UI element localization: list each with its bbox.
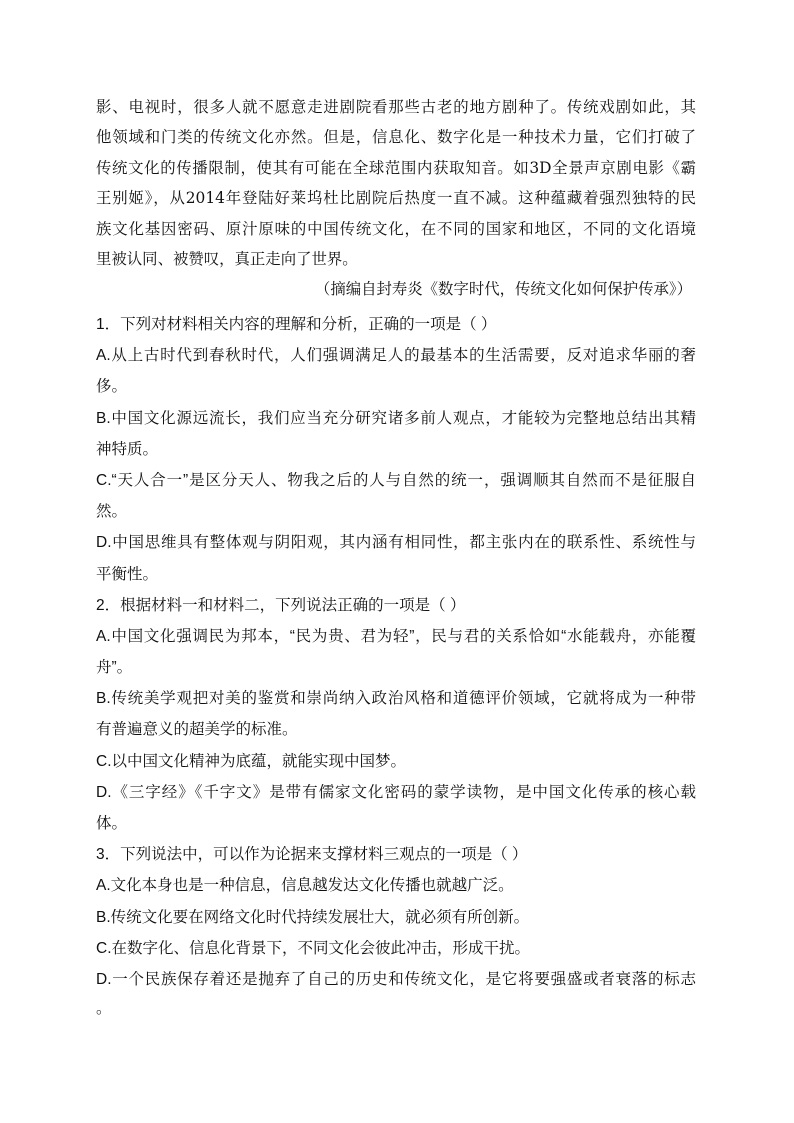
option-a: A.中国文化强调民为邦本，“民为贵、君为轻”，民与君的关系恰如“水能载舟，亦能覆	[96, 627, 696, 645]
passage-line: 影、电视时，很多人就不愿意走进剧院看那些古老的地方剧种了。传统戏剧如此，其	[96, 98, 696, 116]
option-b: B.传统文化要在网络文化时代持续发展壮大，就必须有所创新。	[96, 908, 530, 926]
passage-line: 传统文化的传播限制，使其有可能在全球范围内获取知音。如3D全景声京剧电影《霸	[96, 158, 696, 177]
option-a: A.文化本身也是一种信息，信息越发达文化传播也就越广泛。	[96, 877, 514, 895]
option-b: B.中国文化源远流长，我们应当充分研究诸多前人观点，才能较为完整地总结出其精	[96, 409, 696, 427]
option-a-cont: 舟”。	[96, 659, 133, 677]
option-b-cont: 有普遍意义的超美学的标准。	[96, 721, 298, 739]
option-d-cont: 。	[96, 1000, 112, 1018]
option-c: C.“天人合一”是区分天人、物我之后的人与自然的统一，强调顺其自然而不是征服自	[96, 471, 696, 489]
passage-line: 他领域和门类的传统文化亦然。但是，信息化、数字化是一种技术力量，它们打破了	[96, 128, 696, 147]
option-c: C.以中国文化精神为底蕴，就能实现中国梦。	[96, 752, 407, 770]
option-a-cont: 侈。	[96, 378, 128, 396]
passage-source: （摘编自封寿炎《数字时代，传统文化如何保护传承》）	[314, 280, 692, 299]
passage	[96, 92, 696, 305]
option-a: A.从上古时代到春秋时代，人们强调满足人的最基本的生活需要，反对追求华丽的奢	[96, 347, 696, 365]
option-b: B.传统美学观把对美的鉴赏和崇尚纳入政治风格和道德评价领域，它就将成为一种带	[96, 690, 696, 708]
questions	[96, 309, 696, 1024]
question-3	[96, 839, 696, 1024]
option-d: D.一个民族保存着还是抛弃了自己的历史和传统文化，是它将要强盛或者衰落的标志	[96, 970, 696, 988]
option-d: D.《三字经》《千字文》是带有儒家文化密码的蒙学读物，是中国文化传承的核心载	[96, 783, 696, 801]
passage-line: 王别姬》，从2014年登陆好莱坞杜比剧院后热度一直不减。这种蕴藏着强烈独特的民	[96, 189, 696, 208]
option-d-cont: 平衡性。	[96, 565, 159, 583]
option-d: D.中国思维具有整体观与阴阳观，其内涵有相同性，都主张内在的联系性、系统性与	[96, 534, 696, 552]
option-c: C.在数字化、信息化背景下，不同文化会彼此冲击，形成干扰。	[96, 939, 531, 957]
question-2	[96, 590, 696, 840]
option-b-cont: 神特质。	[96, 440, 159, 458]
passage-line: 族文化基因密码、原汁原味的中国传统文化，在不同的国家和地区，不同的文化语境	[96, 219, 696, 238]
option-d-cont: 体。	[96, 815, 128, 832]
question-1	[96, 309, 696, 590]
question-stem: 3．下列说法中，可以作为论据来支撑材料三观点的一项是（ ）	[96, 846, 528, 864]
passage-line: 里被认同、被赞叹，真正走向了世界。	[96, 249, 358, 268]
option-c-cont: 然。	[96, 503, 128, 521]
question-stem: 1．下列对材料相关内容的理解和分析，正确的一项是（ ）	[96, 316, 497, 333]
question-stem: 2．根据材料一和材料二，下列说法正确的一项是（ ）	[96, 596, 466, 614]
